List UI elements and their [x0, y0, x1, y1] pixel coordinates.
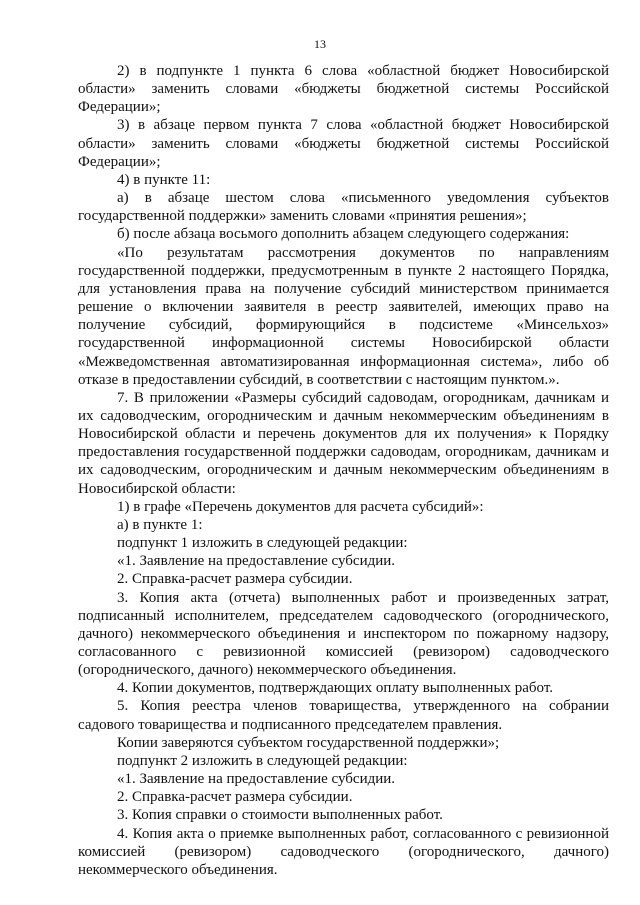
paragraph: 2. Справка-расчет размера субсидии.: [117, 571, 353, 588]
page-number: 13: [314, 37, 326, 51]
paragraph: а) в пункте 1:: [117, 516, 203, 533]
paragraph: 1) в графе «Перечень документов для расчета субсидий»:: [117, 498, 484, 515]
paragraph: 2) в подпункте 1 пункта 6 слова «областной бюджет Новосибирской области» заменить словами «бюджеты бюджетной системы Российской Федерации»;: [78, 63, 609, 116]
paragraph: Копии заверяются субъектом государственной поддержки»;: [117, 734, 500, 751]
paragraph: 3. Копия акта (отчета) выполненных работ и произведенных затрат, подписанный исполнителем, председателем садоводческого (огороднического, дачного) некоммерческого объединения и инспектором по пожарному надзору, согласованного с ревизионной комиссией (ревизором) садоводческого (огороднического, дачного) некоммерческого объединения.: [78, 589, 609, 679]
document-body: [78, 62, 609, 879]
paragraph: а) в абзаце шестом слова «письменного уведомления субъектов государственной поддержки» заменить словами «принятия решения»;: [78, 190, 609, 225]
paragraph: 3) в абзаце первом пункта 7 слова «областной бюджет Новосибирской области» заменить словами «бюджеты бюджетной системы Российской Федерации»;: [78, 117, 609, 170]
paragraph: б) после абзаца восьмого дополнить абзацем следующего содержания:: [117, 226, 570, 243]
paragraph: «1. Заявление на предоставление субсидии.: [117, 553, 396, 570]
paragraph: 3. Копия справки о стоимости выполненных работ.: [117, 807, 443, 824]
paragraph: подпункт 1 изложить в следующей редакции:: [117, 535, 408, 552]
paragraph: 4. Копии документов, подтверждающих оплату выполненных работ.: [117, 680, 554, 697]
paragraph: 4) в пункте 11:: [117, 171, 211, 188]
paragraph: 7. В приложении «Размеры субсидий садоводам, огородникам, дачникам и их садоводческим, огородническим и дачным некоммерческим объединениям в Новосибирской области и перечень документов для их получения» к Порядку предоставления государственной поддержки садоводам, огородникам, дачникам и их садоводческим, огородническим и дачным некоммерческим объединениям в Новосибирской области:: [78, 389, 609, 497]
paragraph: 4. Копия акта о приемке выполненных работ, согласованного с ревизионной комиссией (ревизором) садоводческого (огороднического, дачного) некоммерческого объединения.: [78, 825, 609, 878]
paragraph: «1. Заявление на предоставление субсидии.: [117, 771, 396, 788]
paragraph: «По результатам рассмотрения документов по направлениям государственной поддержки, предусмотренным в пункте 2 настоящего Порядка, для установления права на получение субсидий министерством принимается решение о включении заявителя в реестр заявителей, имеющих право на получение субсидий, формирующийся в подсистеме «Минсельхоз» государственной информационной системы Новосибирской области «Межведомственная автоматизированная информационная система», либо об отказе в предоставлении субсидий, в соответствии с настоящим пунктом.».: [78, 244, 609, 388]
paragraph: подпункт 2 изложить в следующей редакции:: [117, 752, 408, 769]
paragraph: 5. Копия реестра членов товарищества, утвержденного на собрании садового товарищества и подписанного председателем правления.: [78, 698, 609, 733]
paragraph: 2. Справка-расчет размера субсидии.: [117, 789, 353, 806]
